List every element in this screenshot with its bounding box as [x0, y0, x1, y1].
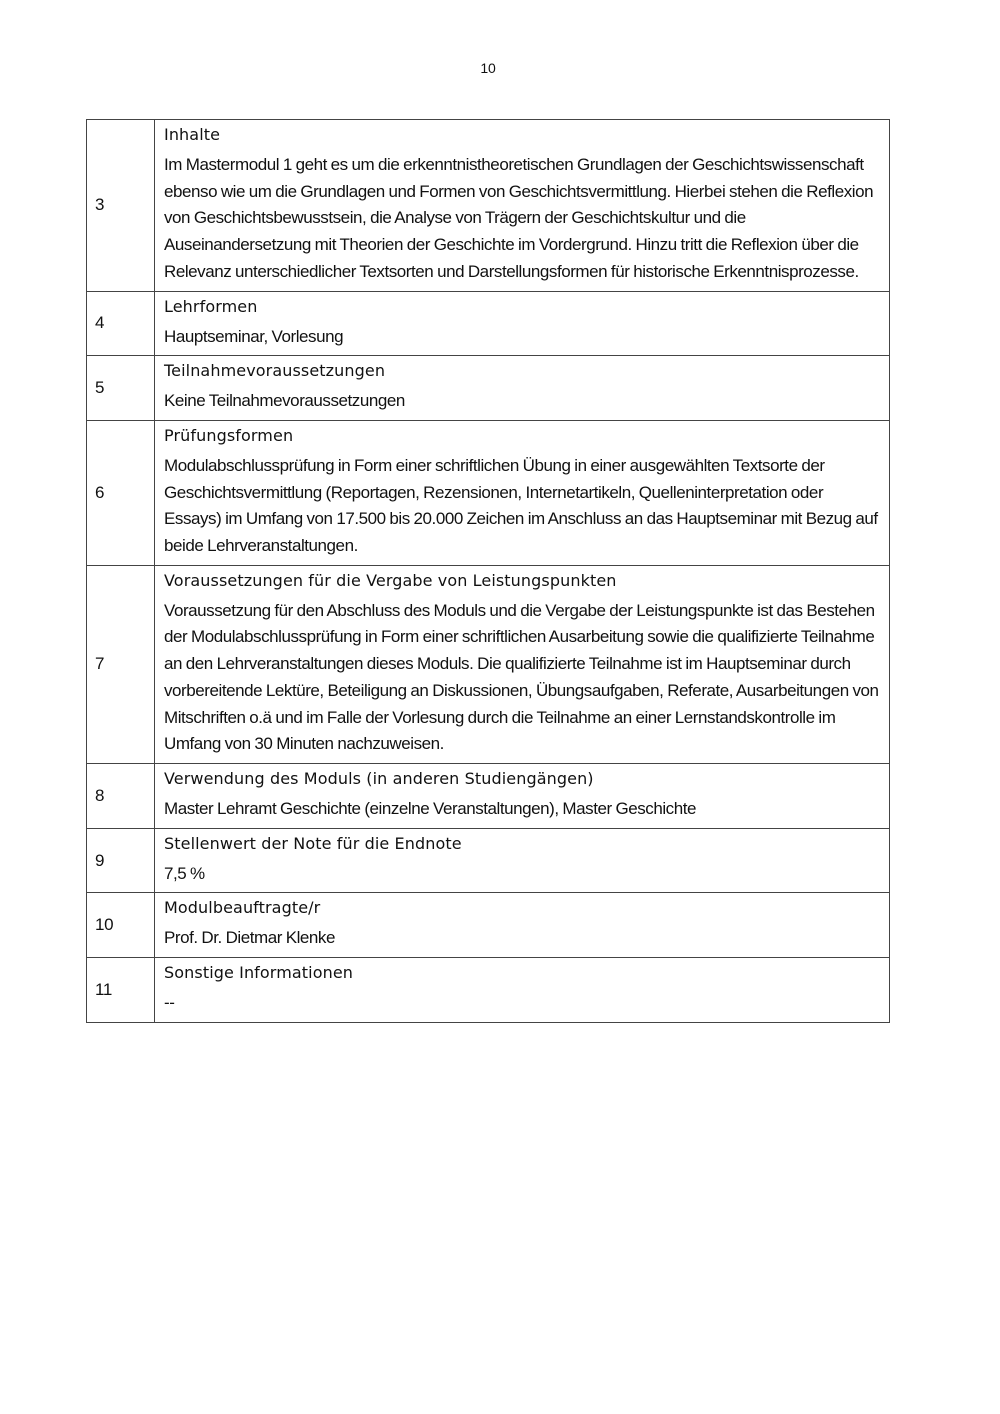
- section-title-lehrformen: Lehrformen: [164, 296, 258, 316]
- table-row-leistungspunkte: [87, 565, 890, 763]
- row-content: [155, 291, 890, 356]
- section-body-modulbeauftragte: Prof. Dr. Dietmar Klenke: [164, 928, 335, 948]
- row-content: [155, 356, 890, 421]
- section-title-modulbeauftragte: Modulbeauftragte/r: [164, 898, 321, 918]
- section-title-teilnahmevoraussetzungen: Teilnahmevoraussetzungen: [164, 361, 386, 381]
- section-body-verwendung: Master Lehramt Geschichte (einzelne Veranstaltungen), Master Geschichte: [164, 798, 696, 818]
- row-content: [155, 893, 890, 958]
- table-row-verwendung: [87, 763, 890, 828]
- row-number: 6: [87, 420, 155, 565]
- table-row-modulbeauftragte: [87, 893, 890, 958]
- row-number: 3: [87, 120, 155, 292]
- section-body-stellenwert: 7,5 %: [164, 863, 205, 883]
- section-title-verwendung: Verwendung des Moduls (in anderen Studiengängen): [164, 768, 594, 788]
- row-content: [155, 120, 890, 292]
- row-content: [155, 420, 890, 565]
- table-row-sonstige: [87, 958, 890, 1023]
- section-title-sonstige: Sonstige Informationen: [164, 963, 354, 983]
- table-row-stellenwert: [87, 828, 890, 893]
- row-content: [155, 763, 890, 828]
- table-row-pruefungsformen: [87, 420, 890, 565]
- row-number: 7: [87, 565, 155, 763]
- table-row-teilnahmevoraussetzungen: [87, 356, 890, 421]
- section-title-inhalte: Inhalte: [164, 125, 221, 144]
- row-number: 11: [87, 958, 155, 1023]
- row-number: 9: [87, 828, 155, 893]
- row-number: 8: [87, 763, 155, 828]
- section-body-sonstige: --: [164, 993, 175, 1013]
- section-body-teilnahmevoraussetzungen: Keine Teilnahmevoraussetzungen: [164, 391, 405, 411]
- section-body-inhalte: Im Mastermodul 1 geht es um die erkenntnistheoretischen Grundlagen der Geschichtswissenschaft ebenso wie um die Grundlagen und Formen von Geschichtsvermittlung. Hierbei stehen die Reflexion von Geschichtsbewusstsein, die Analyse von Trägern der Geschichtskultur und die Auseinandersetzung mit Theorien der Geschichte im Vordergrund. Hinzu tritt die Reflexion über die Relevanz unterschiedlicher Textsorten und Darstellungsformen für historische Erkenntnisprozesse.: [164, 155, 874, 281]
- section-body-lehrformen: Hauptseminar, Vorlesung: [164, 326, 344, 346]
- section-title-stellenwert: Stellenwert der Note für die Endnote: [164, 833, 462, 853]
- section-body-pruefungsformen: Modulabschlussprüfung in Form einer schriftlichen Übung in einer ausgewählten Textsorte der Geschichtsvermittlung (Reportagen, Rezensionen, Internetartikeln, Quelleninterpretation oder Essays) im Umfang von 17.500 bis 20.000 Zeichen im Anschluss an das Hauptseminar mit Bezug auf beide Lehrveranstaltungen.: [164, 455, 878, 556]
- section-title-pruefungsformen: Prüfungsformen: [164, 425, 294, 445]
- row-content: [155, 565, 890, 763]
- table-row-lehrformen: [87, 291, 890, 356]
- section-body-leistungspunkte: Voraussetzung für den Abschluss des Moduls und die Vergabe der Leistungspunkte ist das Bestehen der Modulabschlussprüfung in Form einer schriftlichen Ausarbeitung sowie die qualifizierte Teilnahme an den Lehrveranstaltungen dieses Moduls. Die qualifizierte Teilnahme ist im Hauptseminar durch vorbereitende Lektüre, Beteiligung an Diskussionen, Übungsaufgaben, Referate, Ausarbeitungen von Mitschriften o.ä und im Falle der Vorlesung durch die Teilnahme an einer Lernstandskontrolle im Umfang von 30 Minuten nachzuweisen.: [164, 600, 879, 754]
- row-number: 5: [87, 356, 155, 421]
- page-number: 10: [480, 60, 496, 76]
- row-content: [155, 958, 890, 1023]
- module-description-table: [86, 119, 890, 1023]
- row-number: 4: [87, 291, 155, 356]
- row-number: 10: [87, 893, 155, 958]
- section-title-leistungspunkte: Voraussetzungen für die Vergabe von Leistungspunkten: [164, 570, 617, 590]
- table-row-inhalte: [87, 120, 890, 292]
- row-content: [155, 828, 890, 893]
